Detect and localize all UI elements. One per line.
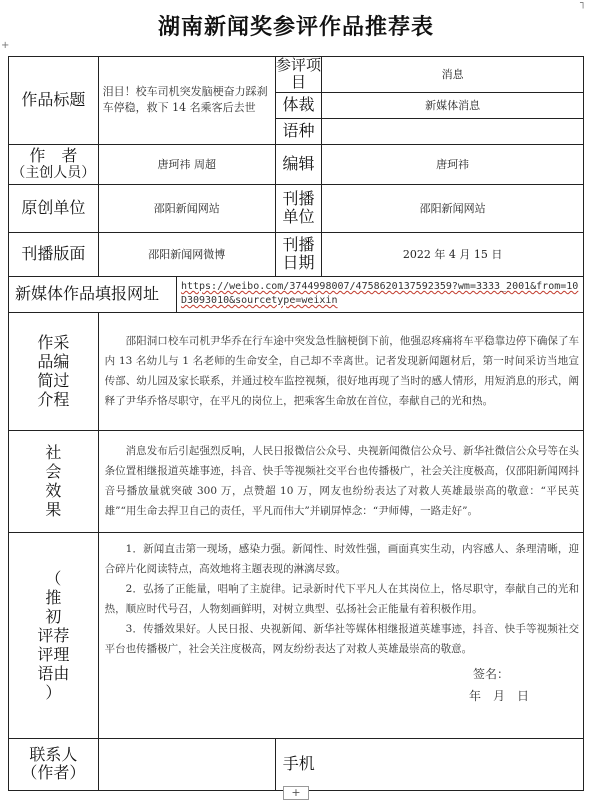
- review-item: 1．新闻直击第一现场，感染力强。新闻性、时效性强，画面真实生动，内容感人、条理清晰，迎合碎片化阅读特点，高效地将主题表现的淋漓尽致。: [104, 542, 579, 575]
- phone-label: 手机: [275, 738, 321, 790]
- review-label-line: 评荐: [37, 625, 70, 645]
- intro-value[interactable]: [98, 312, 583, 430]
- effect-label-line: 效: [45, 481, 62, 500]
- review-item: 3．传播效果好。人民日报、央视新闻、新华社等媒体相继报道英雄事迹，抖音、快手等视频社交平台也传播极广，社会关注度极高，网友纷纷表达了对救人英雄最崇高的敬意。: [104, 622, 579, 655]
- effect-label-line: 社: [45, 443, 62, 462]
- phone-value[interactable]: [322, 738, 584, 790]
- signature-date: 年 月 日: [468, 688, 529, 703]
- author-value[interactable]: 唐珂祎 周超: [98, 144, 275, 184]
- author-label-cell: [9, 144, 99, 184]
- publish-date-value[interactable]: 2022 年 4 月 15 日: [322, 232, 584, 276]
- review-item: 2．弘扬了正能量，唱响了主旋律。记录新时代下平凡人在其岗位上，恪尽职守，奉献自己的光和热，顺应时代号召，人物刻画鲜明，对树立典型、弘扬社会正能量有着积极作用。: [104, 582, 579, 615]
- table-move-handle[interactable]: +: [1, 40, 10, 51]
- publish-unit-value[interactable]: 邵阳新闻网站: [322, 184, 584, 232]
- effect-label-line: 会: [45, 462, 62, 481]
- url-label: 新媒体作品填报网址: [9, 276, 177, 312]
- genre-value[interactable]: 新媒体消息: [322, 92, 584, 118]
- contact-label: 联系人（作者）: [9, 738, 99, 790]
- contact-value[interactable]: [98, 738, 275, 790]
- url-link[interactable]: https://weibo.com/3744998007/4758620137592359?wm=3333_2001&from=10D3093010&sourcetype=weixin: [180, 281, 579, 306]
- review-label-line: 评理: [37, 644, 70, 664]
- review-label: [9, 532, 99, 738]
- intro-text: 邵阳洞口校车司机尹华乔在行车途中突发急性脑梗倒下前，他强忍疼痛将车平稳靠边停下确保了车内 13 名幼儿与 1 名老师的生命安全，自己却不幸离世。记者发现新闻题材后，第一时间采访当地宣传部、幼儿园及家长联系，并通过校车监控视频，很好地再现了当时的感人情形，用短消息的形式，阐释了尹华乔恪尽职守，在平凡的岗位上，把乘客生命放在首位，奉献自己的光和热。: [104, 335, 579, 407]
- origin-unit-label: 原创单位: [9, 184, 99, 232]
- effect-text: 消息发布后引起强烈反响，人民日报微信公众号、央视新闻微信公众号、新华社微信公众号等在头条位置相继报道英雄事迹，抖音、快手等视频社交平台也传播极广，社会关注度极高，仅邵阳新闻网抖音号播放量就突破 300 万，点赞超 10 万，网友也纷纷表达了对救人英雄最崇高的敬意：“平民英雄”“用生命去捍卫自己的责任，平凡而伟大”并刷屏悼念：“尹师傅，一路走好”。: [104, 445, 579, 517]
- intro-label-line: 介程: [37, 390, 70, 409]
- publish-unit-label: 刊播单位: [275, 184, 321, 232]
- add-row-button[interactable]: +: [283, 786, 309, 800]
- review-value[interactable]: [98, 532, 583, 738]
- review-label-line: 推: [45, 587, 62, 607]
- url-value[interactable]: [176, 276, 583, 312]
- review-label-line: 初: [45, 606, 62, 626]
- recommendation-table: [8, 56, 584, 791]
- effect-label-line: 果: [45, 500, 62, 519]
- form-title: 湖南新闻奖参评作品推荐表: [157, 15, 434, 40]
- signature-label: 签名：: [472, 666, 509, 681]
- category-value[interactable]: 消息: [322, 57, 584, 93]
- intro-label-line: 简过: [37, 371, 70, 390]
- review-label-line: ）: [45, 682, 62, 702]
- category-label: 参评项目: [276, 56, 322, 92]
- intro-label-line: 品编: [37, 352, 70, 371]
- publish-date-label: 刊播日期: [275, 232, 321, 276]
- editor-value[interactable]: 唐珂祎: [322, 144, 584, 184]
- language-value[interactable]: [322, 118, 584, 144]
- origin-unit-value[interactable]: 邵阳新闻网站: [98, 184, 275, 232]
- language-label: 语种: [275, 118, 321, 144]
- author-sublabel: （主创人员）: [11, 165, 96, 182]
- author-label: 作 者: [29, 145, 78, 165]
- intro-label-line: 作采: [37, 333, 70, 352]
- review-label-line: 语由: [37, 663, 70, 683]
- review-label-line: （: [45, 568, 62, 588]
- work-title-label: 作品标题: [9, 57, 99, 145]
- genre-label: 体裁: [275, 92, 321, 118]
- intro-label: [9, 312, 99, 430]
- page-corner-mark: ┐: [580, 0, 587, 9]
- effect-value[interactable]: [98, 430, 583, 532]
- editor-label: 编辑: [275, 144, 321, 184]
- publish-edition-value[interactable]: 邵阳新闻网微博: [98, 232, 275, 276]
- effect-label: [9, 430, 99, 532]
- work-title-value[interactable]: 泪目！校车司机突发脑梗奋力踩刹车停稳，救下 14 名乘客后去世: [98, 57, 275, 145]
- publish-edition-label: 刊播版面: [9, 232, 99, 276]
